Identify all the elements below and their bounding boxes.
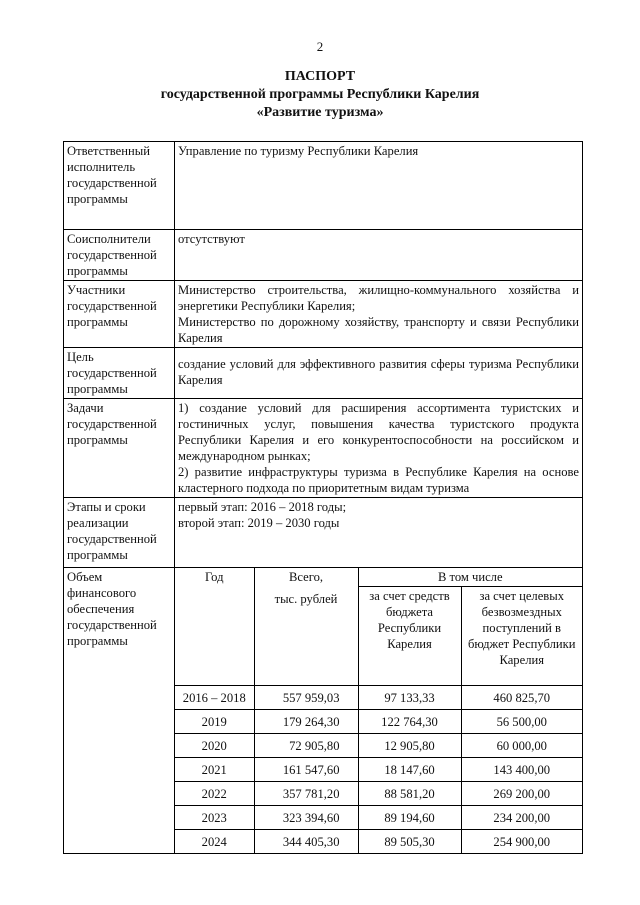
finance-year: 2020 xyxy=(175,734,254,758)
label-tasks: Задачи государственной программы xyxy=(64,399,175,498)
col-total-header xyxy=(254,568,358,686)
finance-grants: 460 825,70 xyxy=(461,686,582,710)
finance-year: 2023 xyxy=(175,806,254,830)
task-2: 2) развитие инфраструктуры туризма в Республике Карелия на основе кластерного подхода по приоритетным видам туризма xyxy=(178,465,579,495)
finance-grants: 60 000,00 xyxy=(461,734,582,758)
col-total-line-2: тыс. рублей xyxy=(274,592,338,606)
value-tasks xyxy=(175,399,583,498)
row-goal xyxy=(64,348,583,399)
participant-2: Министерство по дорожному хозяйству, транспорту и связи Республики Карелия xyxy=(178,315,579,345)
finance-row xyxy=(175,686,582,710)
col-budget-header: за счет средств бюджета Республики Карелия xyxy=(358,587,461,686)
passport-table xyxy=(63,141,583,854)
finance-table xyxy=(175,568,582,853)
col-including-header: В том числе xyxy=(358,568,582,587)
row-stages xyxy=(64,498,583,568)
row-participants xyxy=(64,281,583,348)
finance-row xyxy=(175,710,582,734)
finance-budget: 18 147,60 xyxy=(358,758,461,782)
value-stages xyxy=(175,498,583,568)
col-grants-header: за счет целевых безвозмездных поступлений в бюджет Республики Карелия xyxy=(461,587,582,686)
value-goal: создание условий для эффективного развития сферы туризма Республики Карелия xyxy=(175,348,583,399)
participant-1: Министерство строительства, жилищно-коммунального хозяйства и энергетики Республики Карелия; xyxy=(178,283,579,313)
finance-year: 2024 xyxy=(175,830,254,854)
finance-total: 72 905,80 xyxy=(254,734,358,758)
finance-budget: 12 905,80 xyxy=(358,734,461,758)
finance-budget: 97 133,33 xyxy=(358,686,461,710)
row-tasks xyxy=(64,399,583,498)
label-responsible: Ответственный исполнитель государственной программы xyxy=(64,142,175,230)
document-title xyxy=(0,68,640,122)
finance-total: 557 959,03 xyxy=(254,686,358,710)
label-stages: Этапы и сроки реализации государственной программы xyxy=(64,498,175,568)
finance-row xyxy=(175,830,582,854)
finance-total: 344 405,30 xyxy=(254,830,358,854)
label-finance: Объем финансового обеспечения государственной программы xyxy=(64,568,175,854)
finance-grants: 254 900,00 xyxy=(461,830,582,854)
finance-budget: 122 764,30 xyxy=(358,710,461,734)
value-coexecutors: отсутствуют xyxy=(175,230,583,281)
finance-header-row-1 xyxy=(175,568,582,587)
value-responsible: Управление по туризму Республики Карелия xyxy=(175,142,583,230)
finance-total: 323 394,60 xyxy=(254,806,358,830)
finance-year: 2021 xyxy=(175,758,254,782)
label-goal: Цель государственной программы xyxy=(64,348,175,399)
finance-row xyxy=(175,734,582,758)
finance-grants: 234 200,00 xyxy=(461,806,582,830)
row-responsible xyxy=(64,142,583,230)
finance-total: 357 781,20 xyxy=(254,782,358,806)
col-total-line-1: Всего, xyxy=(288,570,324,584)
stage-1: первый этап: 2016 – 2018 годы; xyxy=(178,500,347,514)
finance-total: 161 547,60 xyxy=(254,758,358,782)
finance-grants: 143 400,00 xyxy=(461,758,582,782)
finance-budget: 88 581,20 xyxy=(358,782,461,806)
title-line-1: ПАСПОРТ xyxy=(284,69,356,84)
finance-budget: 89 194,60 xyxy=(358,806,461,830)
title-line-2: государственной программы Республики Карелия xyxy=(160,87,480,102)
stage-2: второй этап: 2019 – 2030 годы xyxy=(178,516,340,530)
finance-grants: 56 500,00 xyxy=(461,710,582,734)
label-coexecutors: Соисполнители государственной программы xyxy=(64,230,175,281)
finance-year: 2022 xyxy=(175,782,254,806)
row-coexecutors xyxy=(64,230,583,281)
finance-total: 179 264,30 xyxy=(254,710,358,734)
label-participants: Участники государственной программы xyxy=(64,281,175,348)
finance-row xyxy=(175,806,582,830)
finance-year: 2016 – 2018 xyxy=(175,686,254,710)
finance-row xyxy=(175,758,582,782)
finance-row xyxy=(175,782,582,806)
title-line-3: «Развитие туризма» xyxy=(256,105,384,120)
col-year-header: Год xyxy=(175,568,254,686)
value-participants xyxy=(175,281,583,348)
finance-budget: 89 505,30 xyxy=(358,830,461,854)
task-1: 1) создание условий для расширения ассортимента туристских и гостиничных услуг, повышения качества туристского продукта Республики Карелия и его конкурентоспособности на российском и международном рынках; xyxy=(178,401,579,463)
page-number: 2 xyxy=(316,39,324,54)
finance-year: 2019 xyxy=(175,710,254,734)
finance-grants: 269 200,00 xyxy=(461,782,582,806)
finance-cell xyxy=(175,568,583,854)
row-finance xyxy=(64,568,583,854)
